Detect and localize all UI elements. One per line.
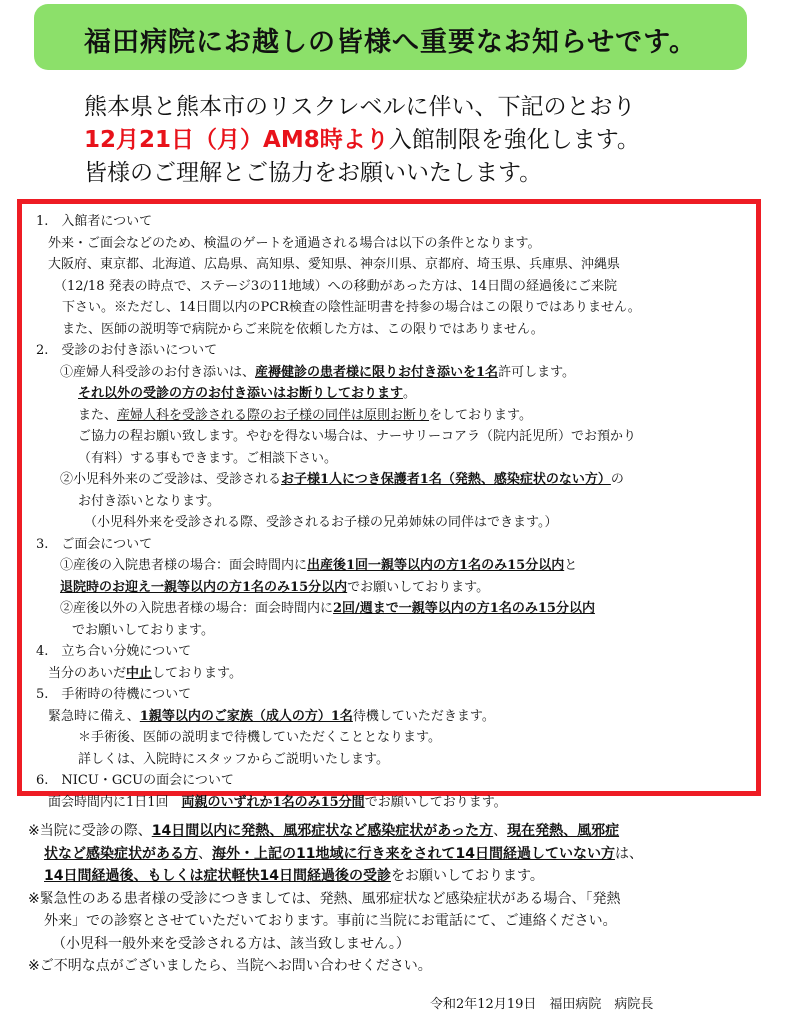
- section-3-line: 退院時のお迎え一親等以内の方1名のみ15分以内でお願いしております。: [60, 579, 490, 595]
- section-2-line: また、産婦人科を受診される際のお子様の同伴は原則お断りをしております。: [78, 407, 532, 423]
- section-5-title: 5. 手術時の待機について: [36, 687, 192, 702]
- section-4-line: 当分のあいだ中止しております。: [48, 665, 242, 681]
- banner-title: 福田病院にお越しの皆様へ重要なお知らせです。: [83, 27, 698, 58]
- section-3-line: ②産後以外の入院患者様の場合：面会時間内に2回/週まで一親等以内の方1名のみ15分以内: [60, 601, 595, 616]
- section-5-line: 詳しくは、入院時にスタッフからご説明いたします。: [78, 751, 389, 767]
- section-2-line: ①産婦人科受診のお付き添いは、産褥健診の患者様に限りお付き添いを1名許可します。: [60, 364, 576, 380]
- intro-text: [84, 91, 640, 190]
- intro-line-2: [84, 124, 640, 157]
- rules-box: [17, 199, 761, 810]
- note-1-line: ※当院に受診の際、14日間以内に発熱、風邪症状など感染症状があった方、現在発熱、風邪症: [28, 823, 620, 839]
- section-1-line: 下さい。※ただし、14日間以内のPCR検査の陰性証明書を持参の場合はこの限りではありません。: [62, 300, 641, 315]
- section-2-line: それ以外の受診の方のお付き添いはお断りしております。: [78, 386, 417, 401]
- section-5-line: 緊急時に備え、1親等以内のご家族（成人の方）1名待機していただきます。: [48, 708, 495, 724]
- note-2-line: 外来」での診察とさせていただいております。事前に当院にお電話にて、ご連絡ください。: [44, 913, 617, 929]
- intro-line-3: 皆様のご理解とご協力をお願いいたします。: [84, 160, 543, 186]
- note-2-line: ※緊急性のある患者様の受診につきましては、発熱、風邪症状など感染症状がある場合、「発熱: [28, 890, 621, 907]
- section-5-line: ＊手術後、医師の説明まで待機していただくこととなります。: [78, 730, 441, 745]
- intro-line-1: 熊本県と熊本市のリスクレベルに伴い、下記のとおり: [84, 94, 636, 120]
- section-2-title: 2. 受診のお付き添いについて: [36, 343, 218, 358]
- section-6-line: 面会時間内に1日1回 両親のいずれか1名のみ15分間でお願いしております。: [48, 794, 507, 810]
- effective-date: 12月21日（月）AM8時より: [84, 127, 389, 153]
- section-1-line: また、医師の説明等で病院からご来院を依頼した方は、この限りではありません。: [62, 321, 544, 337]
- intro-line-2-rest: 入館制限を強化します。: [388, 127, 640, 153]
- section-1-line: 大阪府、東京都、北海道、広島県、高知県、愛知県、神奈川県、京都府、埼玉県、兵庫県、沖縄県: [48, 257, 621, 272]
- note-2-line: （小児科一般外来を受診される方は、該当致しません。）: [52, 935, 410, 952]
- section-1-title: 1. 入館者について: [36, 214, 153, 229]
- note-1-line: 状など感染症状がある方、海外・上記の11地域に行き来をされて14日間経過していない方は、: [44, 845, 643, 862]
- section-2-line: （有料）する事もできます。ご相談下さい。: [78, 450, 337, 466]
- footnotes: [28, 820, 758, 978]
- section-2-line: ご協力の程お願い致します。やむを得ない場合は、ナーサリーコアラ（院内託児所）でお預かり: [78, 429, 636, 444]
- section-3-title: 3. ご面会について: [36, 536, 153, 552]
- note-1-line: 14日間経過後、もしくは症状軽快14日間経過後の受診をお願いしております。: [44, 868, 544, 884]
- section-2-line: お付き添いとなります。: [78, 493, 220, 509]
- section-2-line: ②小児科外来のご受診は、受診されるお子様1人につき保護者1名（発熱、感染症状のない方）の: [60, 472, 624, 487]
- section-6-title: 6. NICU・GCUの面会について: [36, 773, 234, 788]
- section-1-line: （12/18 発表の時点で、ステージ3の11地域）への移動があった方は、14日間の経過後にご来院: [54, 278, 618, 294]
- note-3-line: ※ご不明な点がございましたら、当院へお問い合わせください。: [28, 958, 432, 974]
- signature: 令和2年12月19日 福田病院 病院長: [430, 997, 654, 1012]
- announcement-banner: [34, 4, 747, 70]
- section-2-line: （小児科外来を受診される際、受診されるお子様の兄弟姉妹の同伴はできます。）: [84, 515, 558, 530]
- section-3-line: でお願いしております。: [72, 622, 214, 638]
- section-1-line: 外来・ご面会などのため、検温のゲートを通過される場合は以下の条件となります。: [48, 235, 541, 251]
- section-4-title: 4. 立ち合い分娩について: [36, 644, 192, 659]
- section-3-line: ①産後の入院患者様の場合：面会時間内に出産後1回一親等以内の方1名のみ15分以内と: [60, 558, 578, 573]
